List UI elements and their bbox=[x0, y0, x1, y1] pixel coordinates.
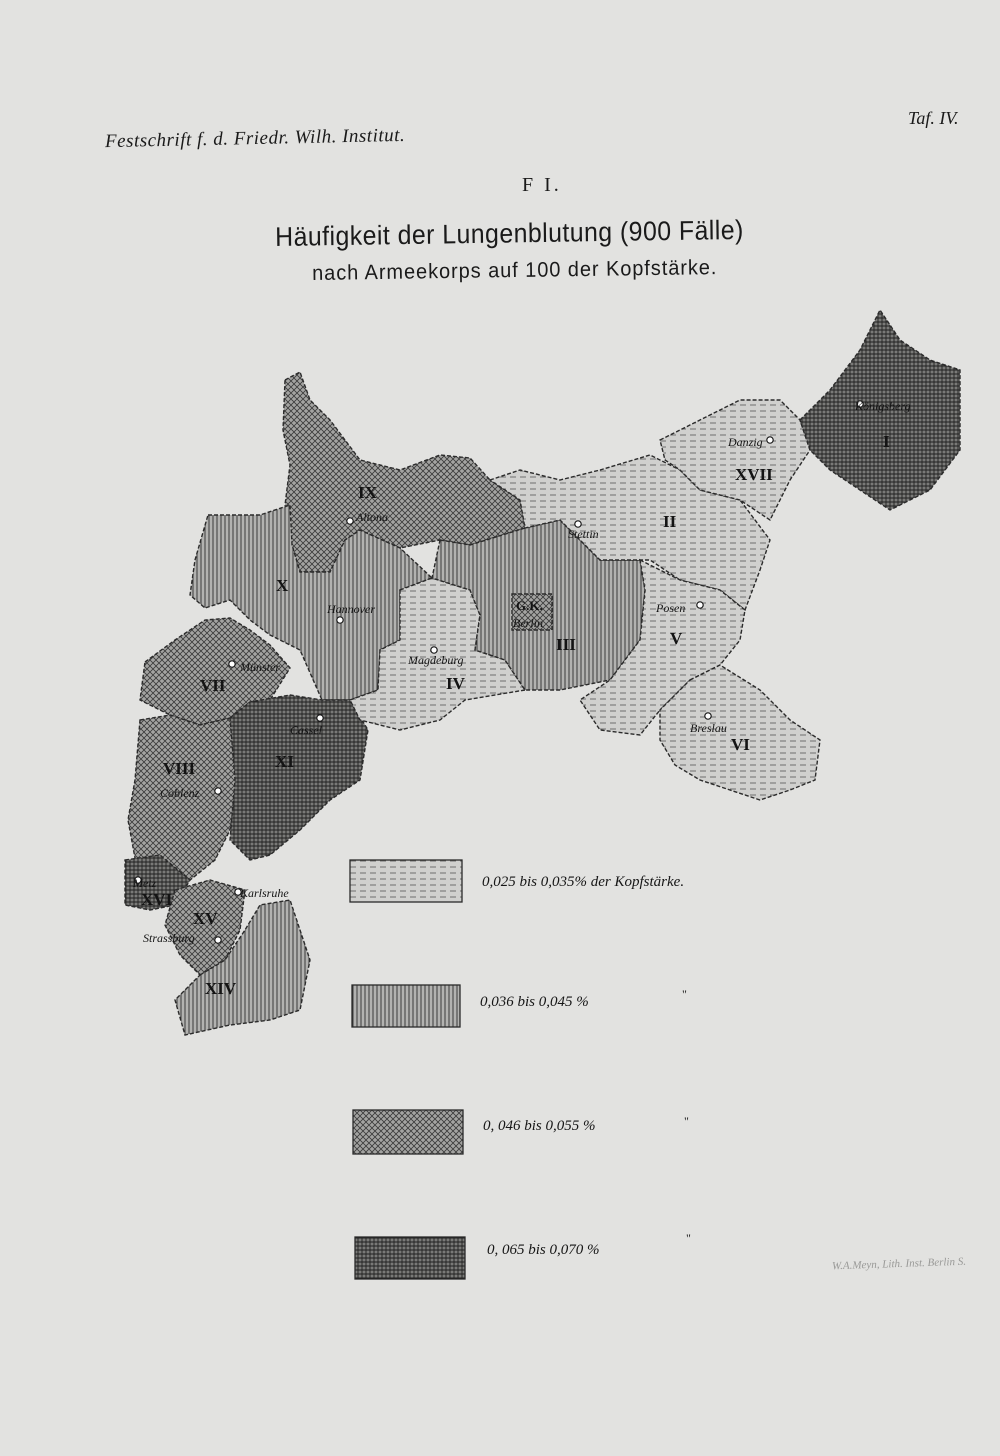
legend-swatch bbox=[353, 1110, 463, 1154]
corps-label-VII: VII bbox=[200, 676, 226, 695]
publication-header: Festschrift f. d. Friedr. Wilh. Institut. bbox=[104, 124, 406, 153]
legend-swatch bbox=[350, 860, 462, 902]
corps-label-V: V bbox=[670, 629, 683, 648]
lithographer-imprint: W.A.Meyn, Lith. Inst. Berlin S. bbox=[831, 1255, 967, 1273]
legend-item-class-3 bbox=[353, 1110, 689, 1154]
corps-label-VIII: VIII bbox=[163, 759, 196, 778]
city-label-karlsruhe: Karlsruhe bbox=[240, 886, 289, 900]
city-dot-strassburg bbox=[215, 937, 221, 943]
city-label-posen: Posen bbox=[656, 601, 686, 615]
legend-ditto: " bbox=[686, 1231, 691, 1245]
map-title: Häufigkeit der Lungenblutung (900 Fälle) bbox=[275, 214, 744, 252]
legend-item-class-1 bbox=[350, 860, 684, 902]
corps-label-I: I bbox=[883, 432, 890, 451]
legend-item-class-4 bbox=[355, 1231, 691, 1279]
corps-label-III: III bbox=[556, 635, 576, 654]
corps-label-XVI: XVI bbox=[141, 890, 173, 909]
plate-number: Taf. IV. bbox=[908, 108, 959, 128]
legend-ditto: " bbox=[684, 1114, 689, 1128]
corps-label-II: II bbox=[663, 512, 677, 531]
city-label-berlin: Berlin bbox=[513, 616, 543, 630]
city-dot-hannover bbox=[337, 617, 343, 623]
corps-label-XVII: XVII bbox=[735, 465, 773, 484]
legend-label: 0, 065 bis 0,070 % bbox=[487, 1242, 600, 1258]
legend bbox=[350, 860, 691, 1279]
corps-label-VI: VI bbox=[731, 735, 750, 754]
region-VI bbox=[660, 665, 820, 800]
legend-ditto: " bbox=[682, 987, 687, 1001]
city-dot-posen bbox=[697, 602, 703, 608]
city-dot-muenster bbox=[229, 661, 235, 667]
city-label-hannover: Hannover bbox=[327, 602, 375, 616]
city-dot-cassel bbox=[317, 715, 323, 721]
city-label-koenigsberg: Königsberg bbox=[855, 399, 911, 413]
corps-label-GK: G.K. bbox=[516, 598, 543, 613]
corps-label-IX: IX bbox=[358, 483, 377, 502]
legend-label: 0,036 bis 0,045 % bbox=[480, 994, 589, 1010]
corps-label-IV: IV bbox=[446, 674, 465, 693]
city-label-altona: Altona bbox=[356, 510, 388, 524]
city-label-danzig: Danzig bbox=[728, 435, 763, 449]
city-dot-coblenz bbox=[215, 788, 221, 794]
figure-id: F I. bbox=[522, 174, 562, 196]
city-label-magdeburg: Magdeburg bbox=[408, 653, 464, 667]
legend-label: 0, 046 bis 0,055 % bbox=[483, 1118, 596, 1134]
city-label-strassburg: Strassburg bbox=[143, 931, 195, 945]
map-subtitle: nach Armeekorps auf 100 der Kopfstärke. bbox=[312, 256, 718, 285]
city-dot-danzig bbox=[767, 437, 773, 443]
city-label-breslau: Breslau bbox=[690, 721, 727, 735]
city-dot-altona bbox=[347, 518, 353, 524]
legend-swatch bbox=[355, 1237, 465, 1279]
city-label-metz: Metz bbox=[133, 876, 157, 890]
legend-item-class-2 bbox=[352, 985, 687, 1027]
city-label-stettin: Stettin bbox=[568, 527, 599, 541]
city-dot-breslau bbox=[705, 713, 711, 719]
corps-label-XI: XI bbox=[275, 752, 294, 771]
city-label-muenster: Münster bbox=[240, 660, 280, 674]
region-XI bbox=[230, 695, 368, 860]
legend-label: 0,025 bis 0,035% der Kopfstärke. bbox=[482, 874, 685, 890]
corps-label-XV: XV bbox=[193, 909, 218, 928]
city-label-coblenz: Coblenz bbox=[160, 786, 200, 800]
city-label-cassel: Cassel bbox=[290, 723, 323, 737]
legend-swatch bbox=[352, 985, 460, 1027]
corps-label-X: X bbox=[276, 576, 289, 595]
corps-label-XIV: XIV bbox=[205, 979, 237, 998]
